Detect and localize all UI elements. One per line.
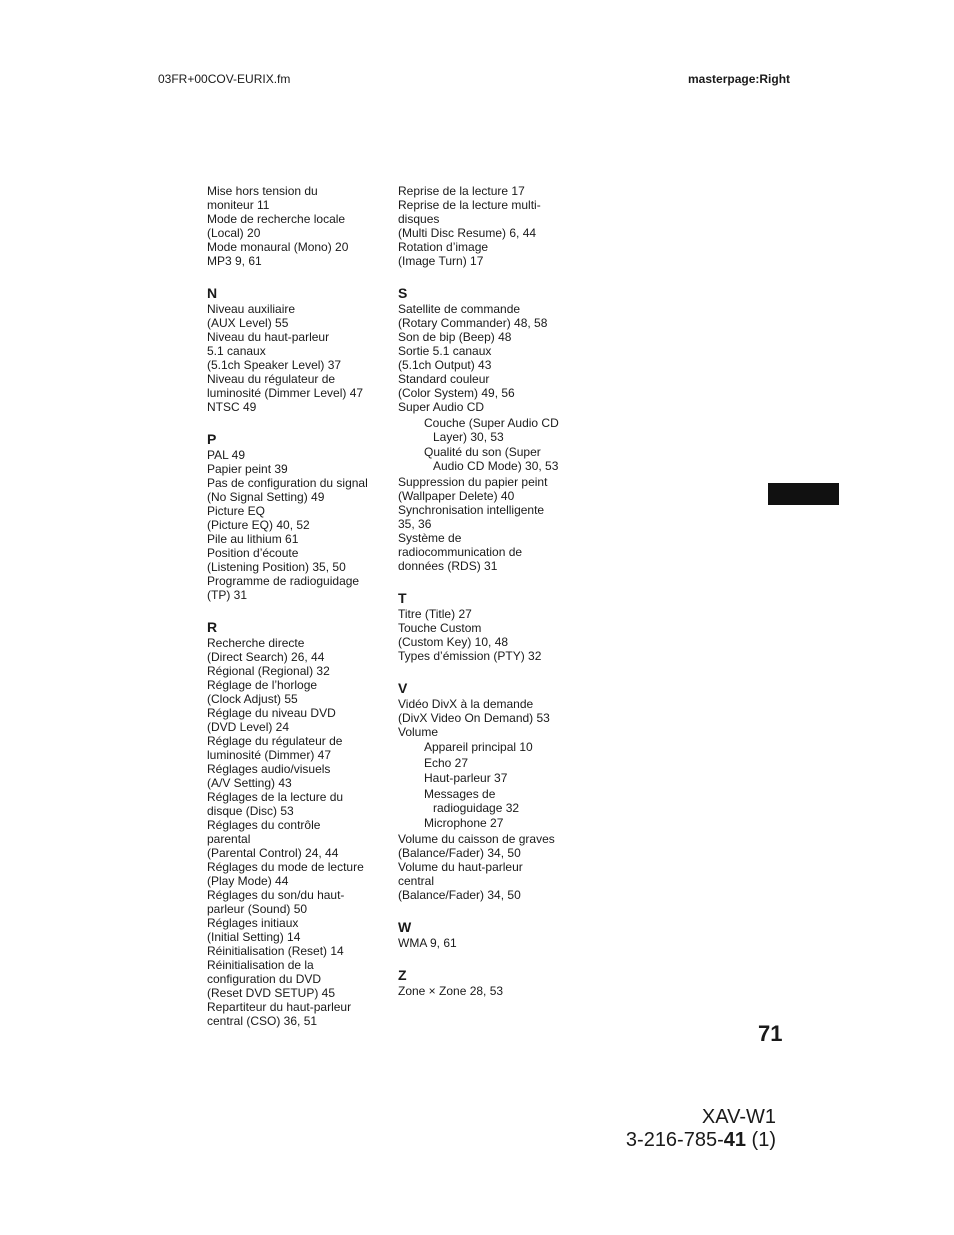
- part-number-bold: 41: [723, 1129, 746, 1151]
- index-entry-line: Réglages du contrôle: [207, 818, 321, 832]
- index-entry-line: Position d’écoute: [207, 546, 299, 560]
- index-entry-line: Volume du caisson de graves: [398, 831, 555, 846]
- index-entry: [207, 734, 392, 762]
- index-entry-line: Audio CD Mode) 30, 53: [433, 459, 559, 473]
- index-entry: [398, 860, 578, 902]
- index-entry-line: Mode monaural (Mono) 20: [207, 240, 349, 254]
- index-entry-line: (Parental Control) 24, 44: [207, 846, 339, 860]
- index-entry-line: Microphone 27: [424, 816, 504, 830]
- index-entry-line: 35, 36: [398, 516, 432, 531]
- index-entry-line: Réglages du mode de lecture: [207, 860, 364, 874]
- part-number: [626, 1129, 776, 1152]
- index-entry-line: Réglages audio/visuels: [207, 762, 331, 776]
- index-entry: [207, 400, 392, 414]
- index-entry-line: Messages de: [424, 786, 496, 801]
- index-entry: [398, 984, 578, 998]
- index-entry-line: Appareil principal 10: [424, 740, 533, 754]
- section-tab-marker: [768, 483, 839, 505]
- index-entry: [398, 400, 578, 414]
- index-entry-line: parental: [207, 832, 251, 846]
- index-entry-line: Mise hors tension du: [207, 184, 318, 198]
- index-column-left: [207, 184, 392, 1028]
- index-entry: [207, 636, 392, 664]
- index-entry-line: (Reset DVD SETUP) 45: [207, 986, 336, 1000]
- index-letter-heading: T: [398, 589, 407, 606]
- header-masterpage: masterpage:Right: [688, 72, 791, 86]
- index-entry: [207, 706, 392, 734]
- index-entry: [398, 725, 578, 739]
- index-subentry: [398, 445, 578, 473]
- index-entry-line: Zone × Zone 28, 53: [398, 983, 504, 998]
- index-entry-line: Types d’émission (PTY) 32: [398, 648, 542, 663]
- index-entry-line: Volume: [398, 724, 439, 739]
- index-entry-line: Niveau du haut-parleur: [207, 330, 330, 344]
- index-entry-line: disques: [398, 212, 440, 226]
- index-entry-line: (Balance/Fader) 34, 50: [398, 845, 521, 860]
- index-entry: [398, 649, 578, 663]
- index-entry-line: (Balance/Fader) 34, 50: [398, 887, 521, 902]
- index-entry-line: Vidéo DivX à la demande: [398, 696, 534, 711]
- index-entry-line: (AUX Level) 55: [207, 316, 289, 330]
- index-entry-line: (5.1ch Output) 43: [398, 358, 492, 372]
- index-letter-heading: Z: [398, 966, 407, 983]
- index-entry: [207, 958, 392, 1000]
- index-letter-heading: R: [207, 619, 218, 635]
- index-subentry: [398, 416, 578, 444]
- index-letter-heading: S: [398, 285, 408, 301]
- index-entry: [207, 860, 392, 888]
- index-letter-heading: W: [398, 918, 412, 935]
- index-entry-line: Réglages de la lecture du: [207, 790, 344, 804]
- index-entry-line: Sortie 5.1 canaux: [398, 344, 492, 358]
- index-entry-line: radiocommunication de: [398, 544, 523, 559]
- index-entry: [398, 832, 578, 860]
- index-subentry: [398, 787, 578, 815]
- index-entry-line: Super Audio CD: [398, 400, 485, 414]
- index-entry-line: Reprise de la lecture 17: [398, 184, 525, 198]
- index-entry: [207, 546, 392, 574]
- index-entry-line: Mode de recherche locale: [207, 212, 346, 226]
- index-entry-line: (Play Mode) 44: [207, 874, 289, 888]
- part-number-suffix: (1): [746, 1129, 776, 1151]
- index-entry-line: radioguidage 32: [433, 800, 520, 815]
- index-entry: [207, 448, 392, 462]
- index-entry: [207, 916, 392, 944]
- index-entry-line: (A/V Setting) 43: [207, 776, 292, 790]
- page-number: 71: [758, 1021, 783, 1046]
- index-subentry: [398, 771, 578, 785]
- index-entry-line: (DivX Video On Demand) 53: [398, 710, 550, 725]
- index-entry-line: (No Signal Setting) 49: [207, 490, 325, 504]
- index-entry-line: Haut-parleur 37: [424, 771, 508, 785]
- index-entry-line: Recherche directe: [207, 636, 305, 650]
- index-entry-line: Réglage du niveau DVD: [207, 706, 336, 720]
- index-entry-line: (Multi Disc Resume) 6, 44: [398, 226, 537, 240]
- index-entry-line: Niveau auxiliaire: [207, 302, 296, 316]
- index-entry: [207, 888, 392, 916]
- index-entry: [207, 1000, 392, 1028]
- index-entry: [207, 372, 392, 400]
- index-entry-line: données (RDS) 31: [398, 558, 498, 573]
- index-entry-line: Satellite de commande: [398, 302, 521, 316]
- index-subentry: [398, 740, 578, 754]
- index-entry: [398, 531, 578, 573]
- index-entry-line: disque (Disc) 53: [207, 804, 294, 818]
- index-entry-line: Pas de configuration du signal: [207, 476, 368, 490]
- index-entry-line: parleur (Sound) 50: [207, 902, 308, 916]
- index-entry-line: (Local) 20: [207, 226, 261, 240]
- index-entry-line: Synchronisation intelligente: [398, 502, 545, 517]
- index-entry-line: 5.1 canaux: [207, 344, 266, 358]
- index-entry: [207, 790, 392, 818]
- index-entry: [207, 762, 392, 790]
- index-subentry: [398, 756, 578, 770]
- part-number-prefix: 3-216-785-: [625, 1129, 724, 1151]
- index-entry-line: Picture EQ: [207, 504, 266, 518]
- index-entry-line: Titre (Title) 27: [398, 606, 472, 621]
- index-entry-line: (Direct Search) 26, 44: [207, 650, 325, 664]
- index-entry: [398, 302, 578, 330]
- index-entry-line: Couche (Super Audio CD: [424, 415, 559, 430]
- index-entry-line: Réinitialisation de la: [207, 958, 314, 972]
- index-entry-line: Repartiteur du haut-parleur: [207, 1000, 352, 1014]
- index-entry: [207, 574, 392, 602]
- index-entry-line: (Initial Setting) 14: [207, 930, 301, 944]
- index-entry: [398, 936, 578, 950]
- index-entry-line: (Color System) 49, 56: [398, 386, 515, 400]
- index-entry-line: Rotation d’image: [398, 240, 489, 254]
- index-entry-line: configuration du DVD: [207, 972, 322, 986]
- index-entry-line: (Custom Key) 10, 48: [398, 634, 509, 649]
- index-entry-line: Suppression du papier peint: [398, 474, 548, 489]
- index-entry: [398, 503, 578, 531]
- index-entry-line: (DVD Level) 24: [207, 720, 290, 734]
- model-name: XAV-W1: [701, 1106, 776, 1128]
- index-entry-line: Qualité du son (Super: [424, 445, 541, 459]
- index-entry: [207, 818, 392, 860]
- index-entry-line: luminosité (Dimmer Level) 47: [207, 386, 364, 400]
- index-entry-line: (5.1ch Speaker Level) 37: [207, 358, 342, 372]
- index-entry-line: Papier peint 39: [207, 462, 288, 476]
- index-entry: [207, 462, 392, 476]
- index-entry-line: (Clock Adjust) 55: [207, 692, 298, 706]
- model-block: [626, 1106, 776, 1152]
- index-entry: [207, 532, 392, 546]
- index-entry-line: Système de: [398, 530, 462, 545]
- index-entry-line: WMA 9, 61: [398, 935, 457, 950]
- index-entry: [398, 621, 578, 649]
- index-column-right: [398, 184, 578, 998]
- index-entry-line: Son de bip (Beep) 48: [398, 330, 512, 344]
- index-entry-line: Niveau du régulateur de: [207, 372, 336, 386]
- index-entry: [398, 372, 578, 400]
- index-entry-line: (Listening Position) 35, 50: [207, 560, 346, 574]
- index-entry-line: Pile au lithium 61: [207, 532, 299, 546]
- index-entry-line: (TP) 31: [207, 588, 248, 602]
- index-entry-line: Echo 27: [424, 755, 469, 770]
- index-entry-line: (Image Turn) 17: [398, 254, 484, 268]
- index-entry: [207, 678, 392, 706]
- index-entry: [207, 504, 392, 532]
- index-subentry: [398, 816, 578, 830]
- index-entry: [207, 302, 392, 330]
- index-entry-line: Programme de radioguidage: [207, 574, 360, 588]
- index-entry-line: Standard couleur: [398, 372, 490, 386]
- index-entry-line: luminosité (Dimmer) 47: [207, 748, 332, 762]
- index-entry: [398, 184, 578, 198]
- index-entry: [207, 212, 392, 240]
- index-entry-line: Régional (Regional) 32: [207, 664, 330, 678]
- index-entry: [207, 184, 392, 212]
- index-entry-line: moniteur 11: [207, 198, 270, 212]
- index-entry: [207, 476, 392, 504]
- index-entry: [398, 607, 578, 621]
- index-letter-heading: N: [207, 285, 218, 301]
- index-entry-line: Réglage de l’horloge: [207, 678, 318, 692]
- index-entry-line: MP3 9, 61: [207, 254, 262, 268]
- index-entry: [207, 254, 392, 268]
- index-entry-line: Réinitialisation (Reset) 14: [207, 944, 344, 958]
- index-entry: [398, 330, 578, 344]
- index-entry: [398, 697, 578, 725]
- index-entry: [398, 475, 578, 503]
- header-filename: 03FR+00COV-EURIX.fm: [158, 72, 291, 86]
- index-entry: [207, 664, 392, 678]
- index-entry-line: Réglage du régulateur de: [207, 734, 343, 748]
- index-entry: [398, 198, 578, 240]
- index-letter-heading: V: [398, 679, 408, 696]
- index-entry-line: central (CSO) 36, 51: [207, 1014, 318, 1028]
- index-entry: [398, 240, 578, 268]
- index-entry-line: Touche Custom: [398, 620, 482, 635]
- index-entry-line: (Wallpaper Delete) 40: [398, 488, 515, 503]
- index-entry-line: central: [398, 873, 435, 888]
- index-letter-heading: P: [207, 431, 217, 447]
- index-entry-line: Layer) 30, 53: [433, 429, 504, 444]
- index-entry-line: Volume du haut-parleur: [398, 859, 523, 874]
- index-entry-line: PAL 49: [207, 448, 246, 462]
- index-entry: [207, 330, 392, 372]
- index-entry: [398, 344, 578, 372]
- index-entry: [207, 944, 392, 958]
- index-entry-line: Réglages du son/du haut-: [207, 888, 345, 902]
- index-entry-line: Réglages initiaux: [207, 916, 299, 930]
- index-entry-line: Reprise de la lecture multi-: [398, 198, 541, 212]
- index-entry-line: (Rotary Commander) 48, 58: [398, 316, 548, 330]
- index-entry-line: NTSC 49: [207, 400, 257, 414]
- index-entry-line: (Picture EQ) 40, 52: [207, 518, 310, 532]
- index-entry: [207, 240, 392, 254]
